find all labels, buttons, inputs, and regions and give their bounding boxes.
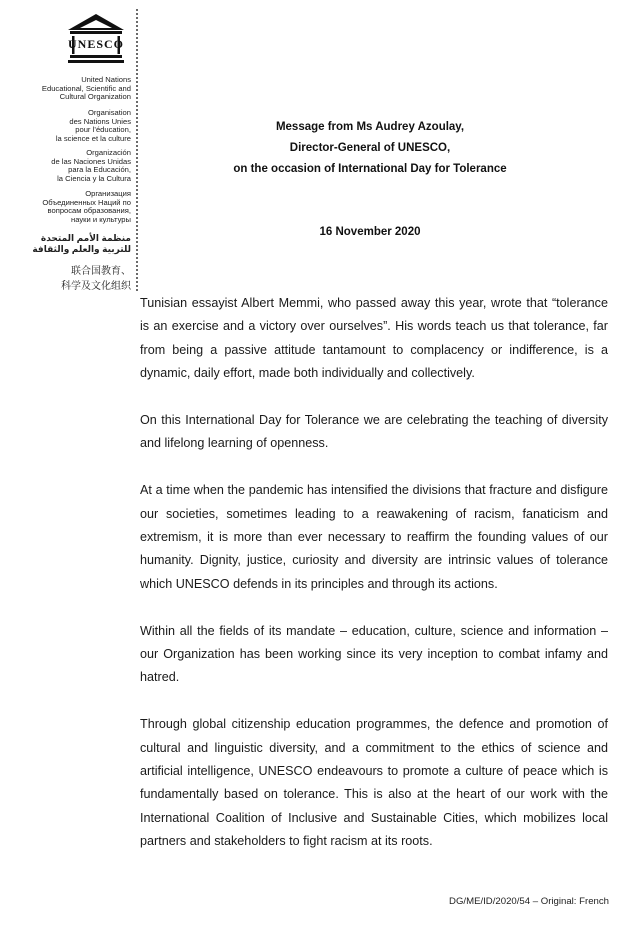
org-name-french: Organisation des Nations Unies pour l’éducation, la science et la culture — [55, 108, 131, 143]
paragraph: Through global citizenship education programmes, the defence and promotion of cultural and linguistic diversity, and a commitment to the ethics of science and artificial intelligence, UNESCO endeavours to promote a culture of peace which is fundamentally based on tolerance. This is also at the heart of our work with the International Coalition of Inclusive and Sustainable Cities, which mobilizes local partners and stakeholders to fight racism at its roots. — [140, 717, 608, 849]
org-name-spanish: Organización de las Naciones Unidas para la Educación, la Ciencia y la Cultura — [51, 148, 131, 183]
logo-text: UNESCO — [67, 37, 124, 51]
header-title-line3: on the occasion of International Day for Tolerance — [233, 163, 507, 175]
header-title-line2: Director-General of UNESCO, — [289, 142, 451, 154]
paragraph: On this International Day for Tolerance we are celebrating the teaching of diversity and lifelong learning of openness. — [140, 413, 608, 451]
paragraph: Within all the fields of its mandate – education, culture, science and information – our Organization has been working since its very inception to combat infamy and hatred. — [140, 623, 608, 685]
paragraph: At a time when the pandemic has intensified the divisions that fracture and disfigure our societies, sometimes leading to a reawakening of racism, fanaticism and extremism, it is more than ever necessary to reaffirm the founding values of our humanity. Dignity, justice, curiosity and diversity are intrinsic values of tolerance which UNESCO defends in its principles and through its actions. — [140, 483, 608, 591]
message-body — [140, 292, 608, 877]
dotted-separator — [136, 8, 138, 292]
header-title-line1: Message from Ms Audrey Azoulay, — [275, 121, 465, 133]
message-date: 16 November 2020 — [319, 226, 421, 238]
org-name-russian: Организация Объединенных Наций по вопросам образования, науки и культуры — [42, 189, 131, 224]
paragraph: Tunisian essayist Albert Memmi, who passed away this year, wrote that “tolerance is an exercise and a victory over ourselves”. His words teach us that tolerance, far from being a passive attitude tantamount to complacency or indifference, is a dynamic, daily effort, made both individually and collectively. — [140, 296, 608, 381]
org-name-arabic: منظمة الأمم المتحدة للتربية والعلم والثقافة — [32, 233, 131, 254]
unesco-logo — [66, 12, 126, 68]
org-name-chinese: 联合国教育、 科学及文化组织 — [61, 266, 131, 292]
org-name-english: United Nations Educational, Scientific and Cultural Organization — [41, 75, 131, 102]
document-reference: DG/ME/ID/2020/54 – Original: French — [449, 896, 609, 907]
